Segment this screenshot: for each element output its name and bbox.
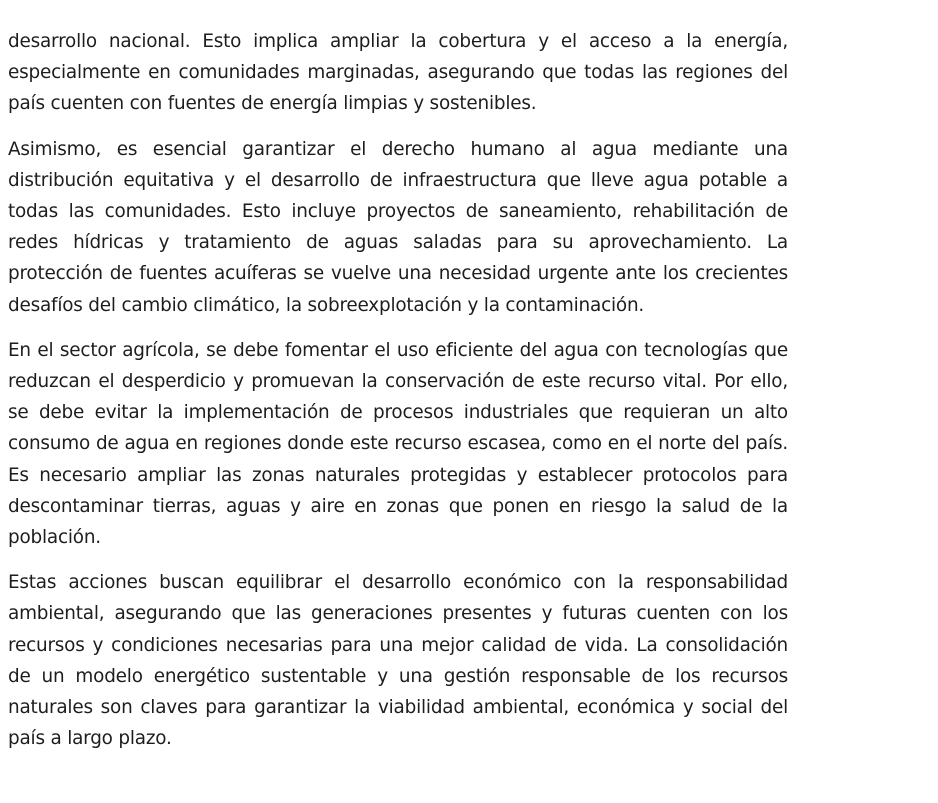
paragraph-energy-coverage: desarrollo nacional. Esto implica ampliar la cobertura y el acceso a la energía, especialmente en comunidades marginadas, asegurando que todas las regiones del país cuenten con fuentes de energía limpias y sostenibles. [8,31,788,115]
paragraph-agriculture-water: En el sector agrícola, se debe fomentar el uso eficiente del agua con tecnologías que reduzcan el desperdicio y promuevan la conservación de este recurso vital. Por ello, se debe evitar la implementación de procesos industriales que requieran un alto consumo de agua en regiones donde este recurso escasea, como en el norte del país. Es necesario ampliar las zonas naturales protegidas y establecer protocolos para descontaminar tierras, aguas y aire en zonas que ponen en riesgo la salud de la población. [8,339,788,549]
paragraph-balance-development: Estas acciones buscan equilibrar el desarrollo económico con la responsabilidad ambiental, asegurando que las generaciones presentes y futuras cuenten con los recursos y condiciones necesarias para una mejor calidad de vida. La consolidación de un modelo energético sustentable y una gestión responsable de los recursos naturales son claves para garantizar la viabilidad ambiental, económica y social del país a largo plazo. [8,572,788,750]
document-body [8,26,788,768]
paragraph-water-rights: Asimismo, es esencial garantizar el derecho humano al agua mediante una distribución equitativa y el desarrollo de infraestructura que lleve agua potable a todas las comunidades. Esto incluye proyectos de saneamiento, rehabilitación de redes hídricas y tratamiento de aguas saladas para su aprovechamiento. La protección de fuentes acuíferas se vuelve una necesidad urgente ante los crecientes desafíos del cambio climático, la sobreexplotación y la contaminación. [8,138,788,316]
